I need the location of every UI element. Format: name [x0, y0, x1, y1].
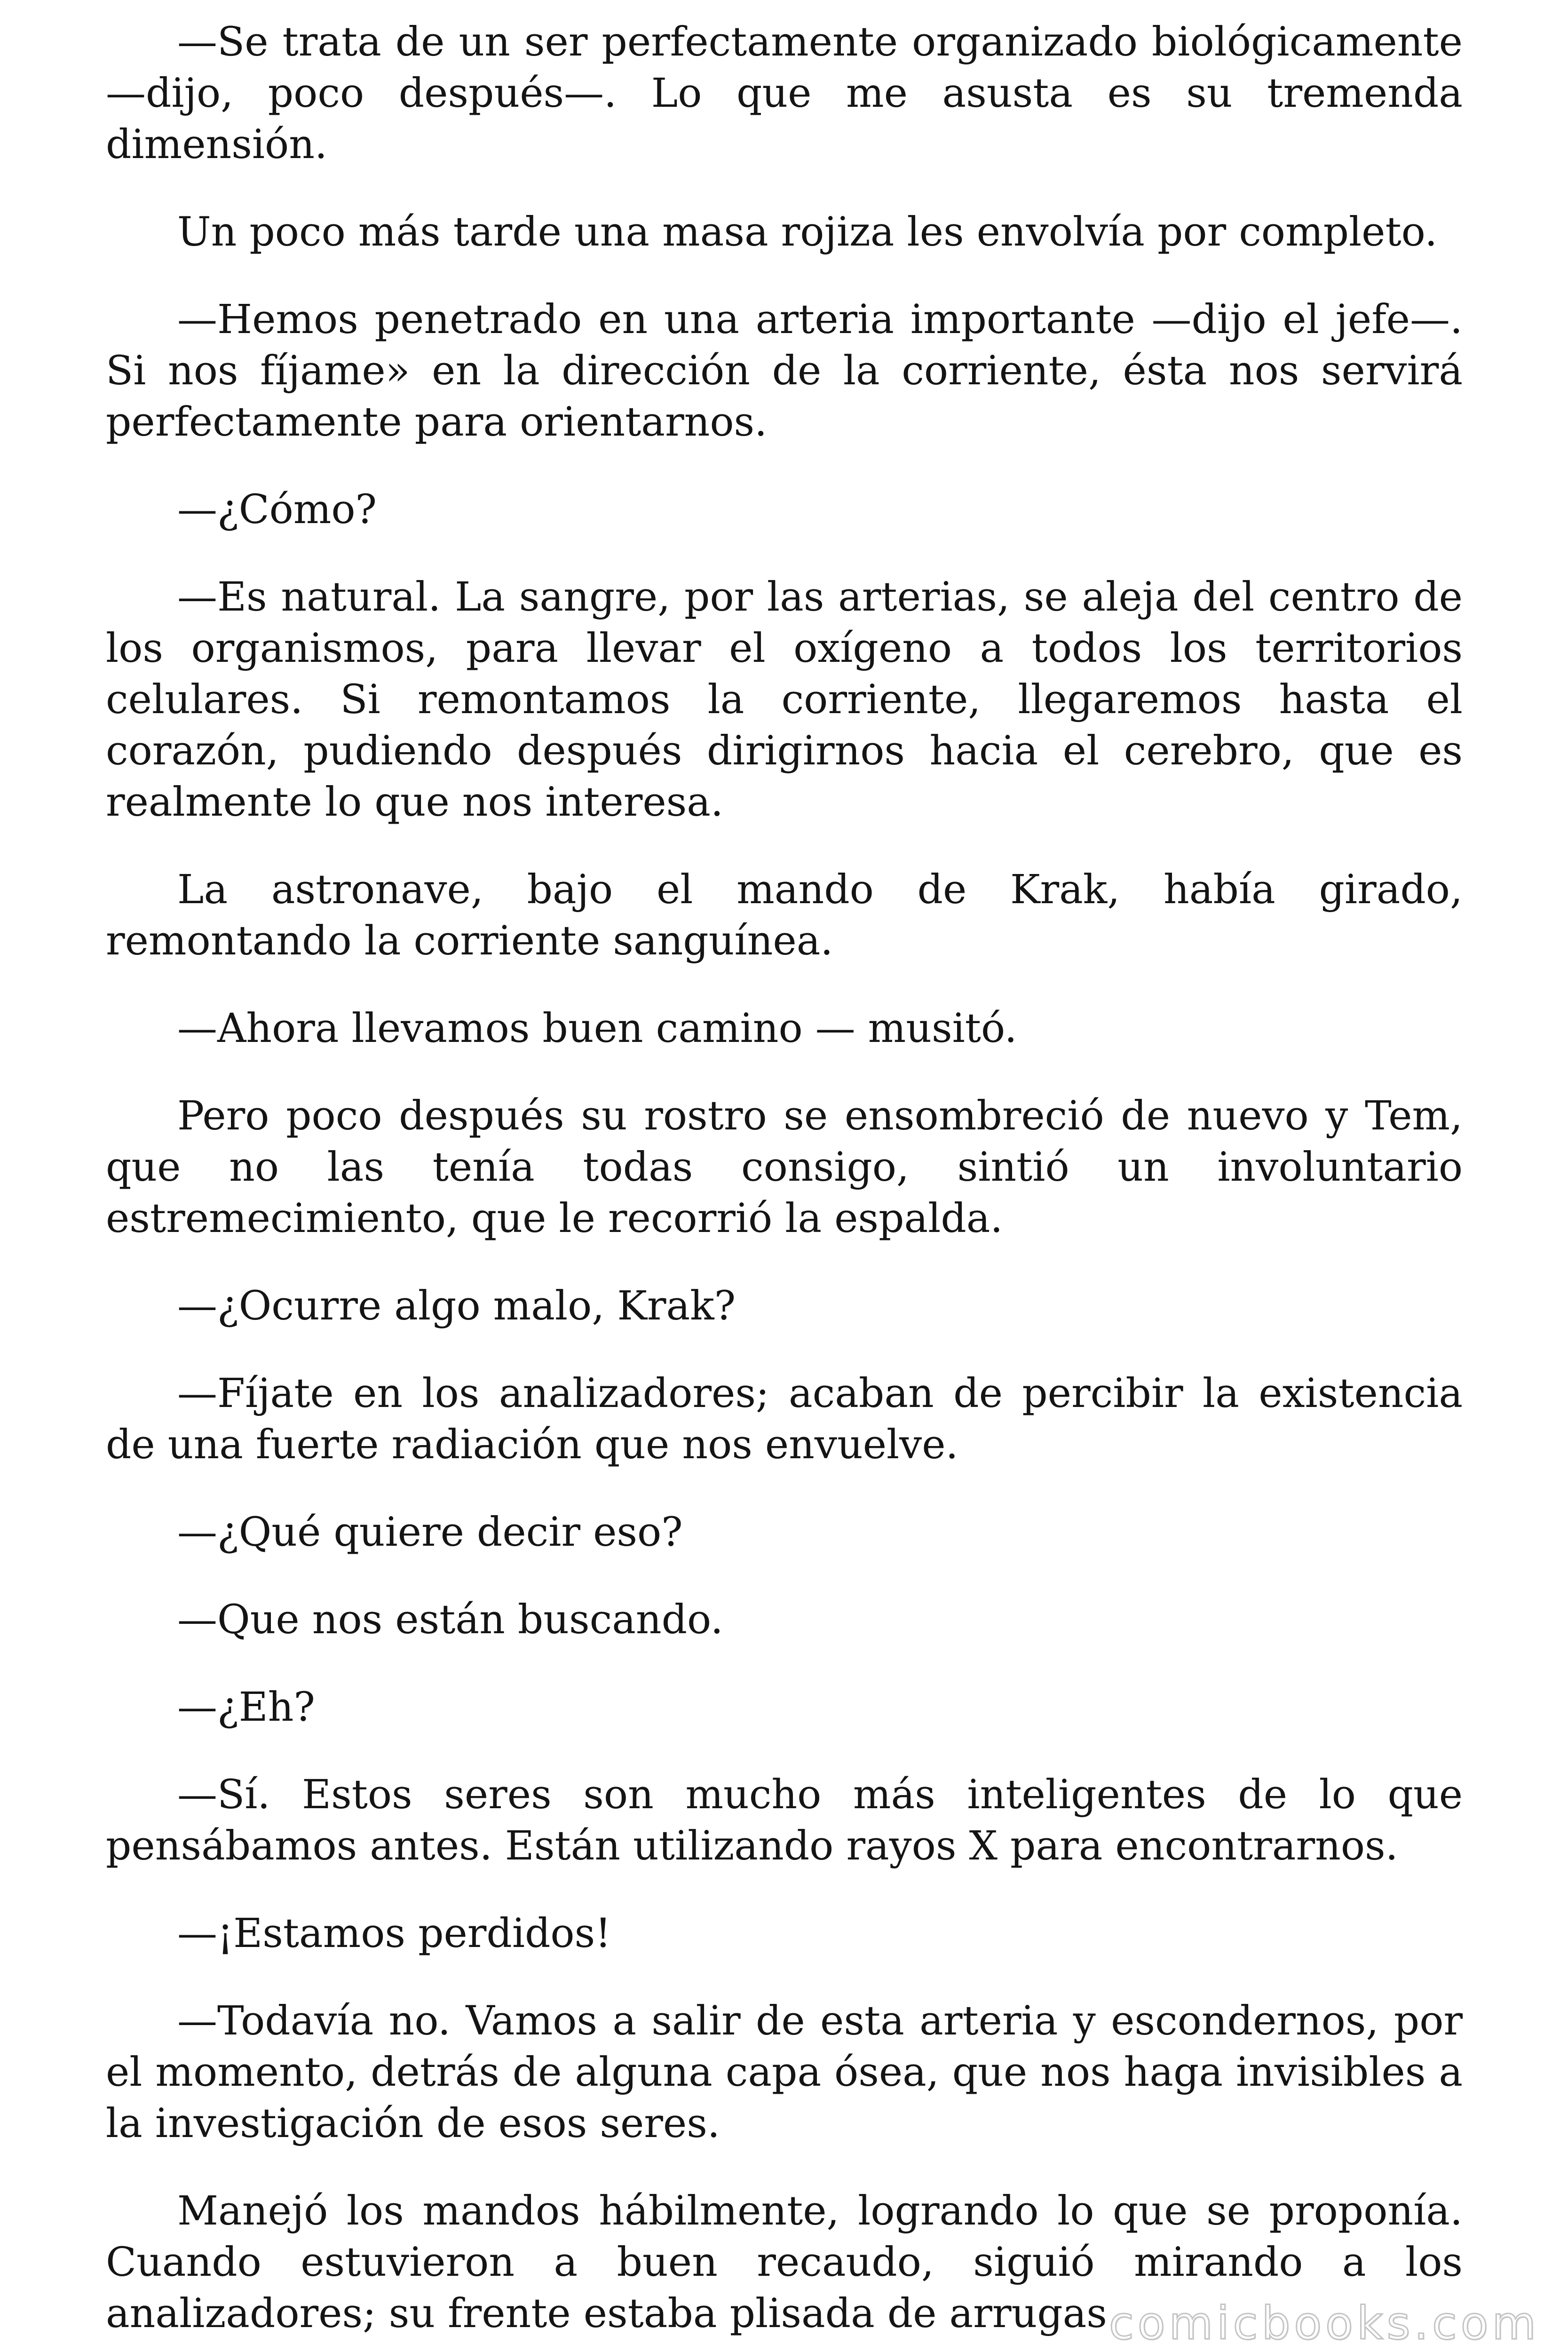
paragraph: —¡Estamos perdidos! — [177, 1910, 611, 1957]
paragraph: —Ahora llevamos buen camino — musitó. — [177, 1005, 1017, 1052]
paragraph: —¿Qué quiere decir eso? — [177, 1509, 683, 1556]
paragraph: Pero poco después su rostro se ensombreció de nuevo y Tem, que no las tenía todas consigo, sintió un involuntario estremecimiento, que le recorrió la espalda. — [106, 1093, 1463, 1242]
paragraph: Manejó los mandos hábilmente, logrando lo que se proponía. Cuando estuvieron a buen recaudo, siguió mirando a los analizadores; su frente estaba plisada de arrugas. — [106, 2188, 1463, 2337]
paragraph: —¿Eh? — [177, 1684, 315, 1731]
watermark: comicbooks.com — [1109, 2297, 1540, 2350]
paragraph: —Que nos están buscando. — [177, 1597, 723, 1643]
paragraph: —Se trata de un ser perfectamente organizado biológicamente —dijo, poco después—. Lo que me asusta es su tremenda dimensión. — [106, 19, 1463, 168]
paragraph: —Hemos penetrado en una arteria importante —dijo el jefe—. Si nos fíjame» en la dirección de la corriente, ésta nos servirá perfectamente para orientarnos. — [106, 296, 1463, 445]
paragraph: —Fíjate en los analizadores; acaban de percibir la existencia de una fuerte radiación que nos envuelve. — [106, 1370, 1463, 1468]
page-text — [106, 16, 1463, 2339]
paragraph: —Sí. Estos seres son mucho más inteligentes de lo que pensábamos antes. Están utilizando rayos X para encontrarnos. — [106, 1772, 1463, 1869]
paragraph: Un poco más tarde una masa rojiza les envolvía por completo. — [177, 209, 1438, 255]
paragraph: La astronave, bajo el mando de Krak, había girado, remontando la corriente sanguínea. — [106, 866, 1463, 964]
paragraph: —¿Ocurre algo malo, Krak? — [177, 1283, 736, 1329]
paragraph: —¿Cómo? — [177, 486, 377, 533]
paragraph: —Todavía no. Vamos a salir de esta arteria y escondernos, por el momento, detrás de alguna capa ósea, que nos haga invisibles a la investigación de esos seres. — [106, 1998, 1463, 2147]
paragraph: —Es natural. La sangre, por las arterias, se aleja del centro de los organismos, para llevar el oxígeno a todos los territorios celulares. Si remontamos la corriente, llegaremos hasta el corazón, pudiendo después dirigirnos hacia el cerebro, que es realmente lo que nos interesa. — [106, 574, 1463, 826]
